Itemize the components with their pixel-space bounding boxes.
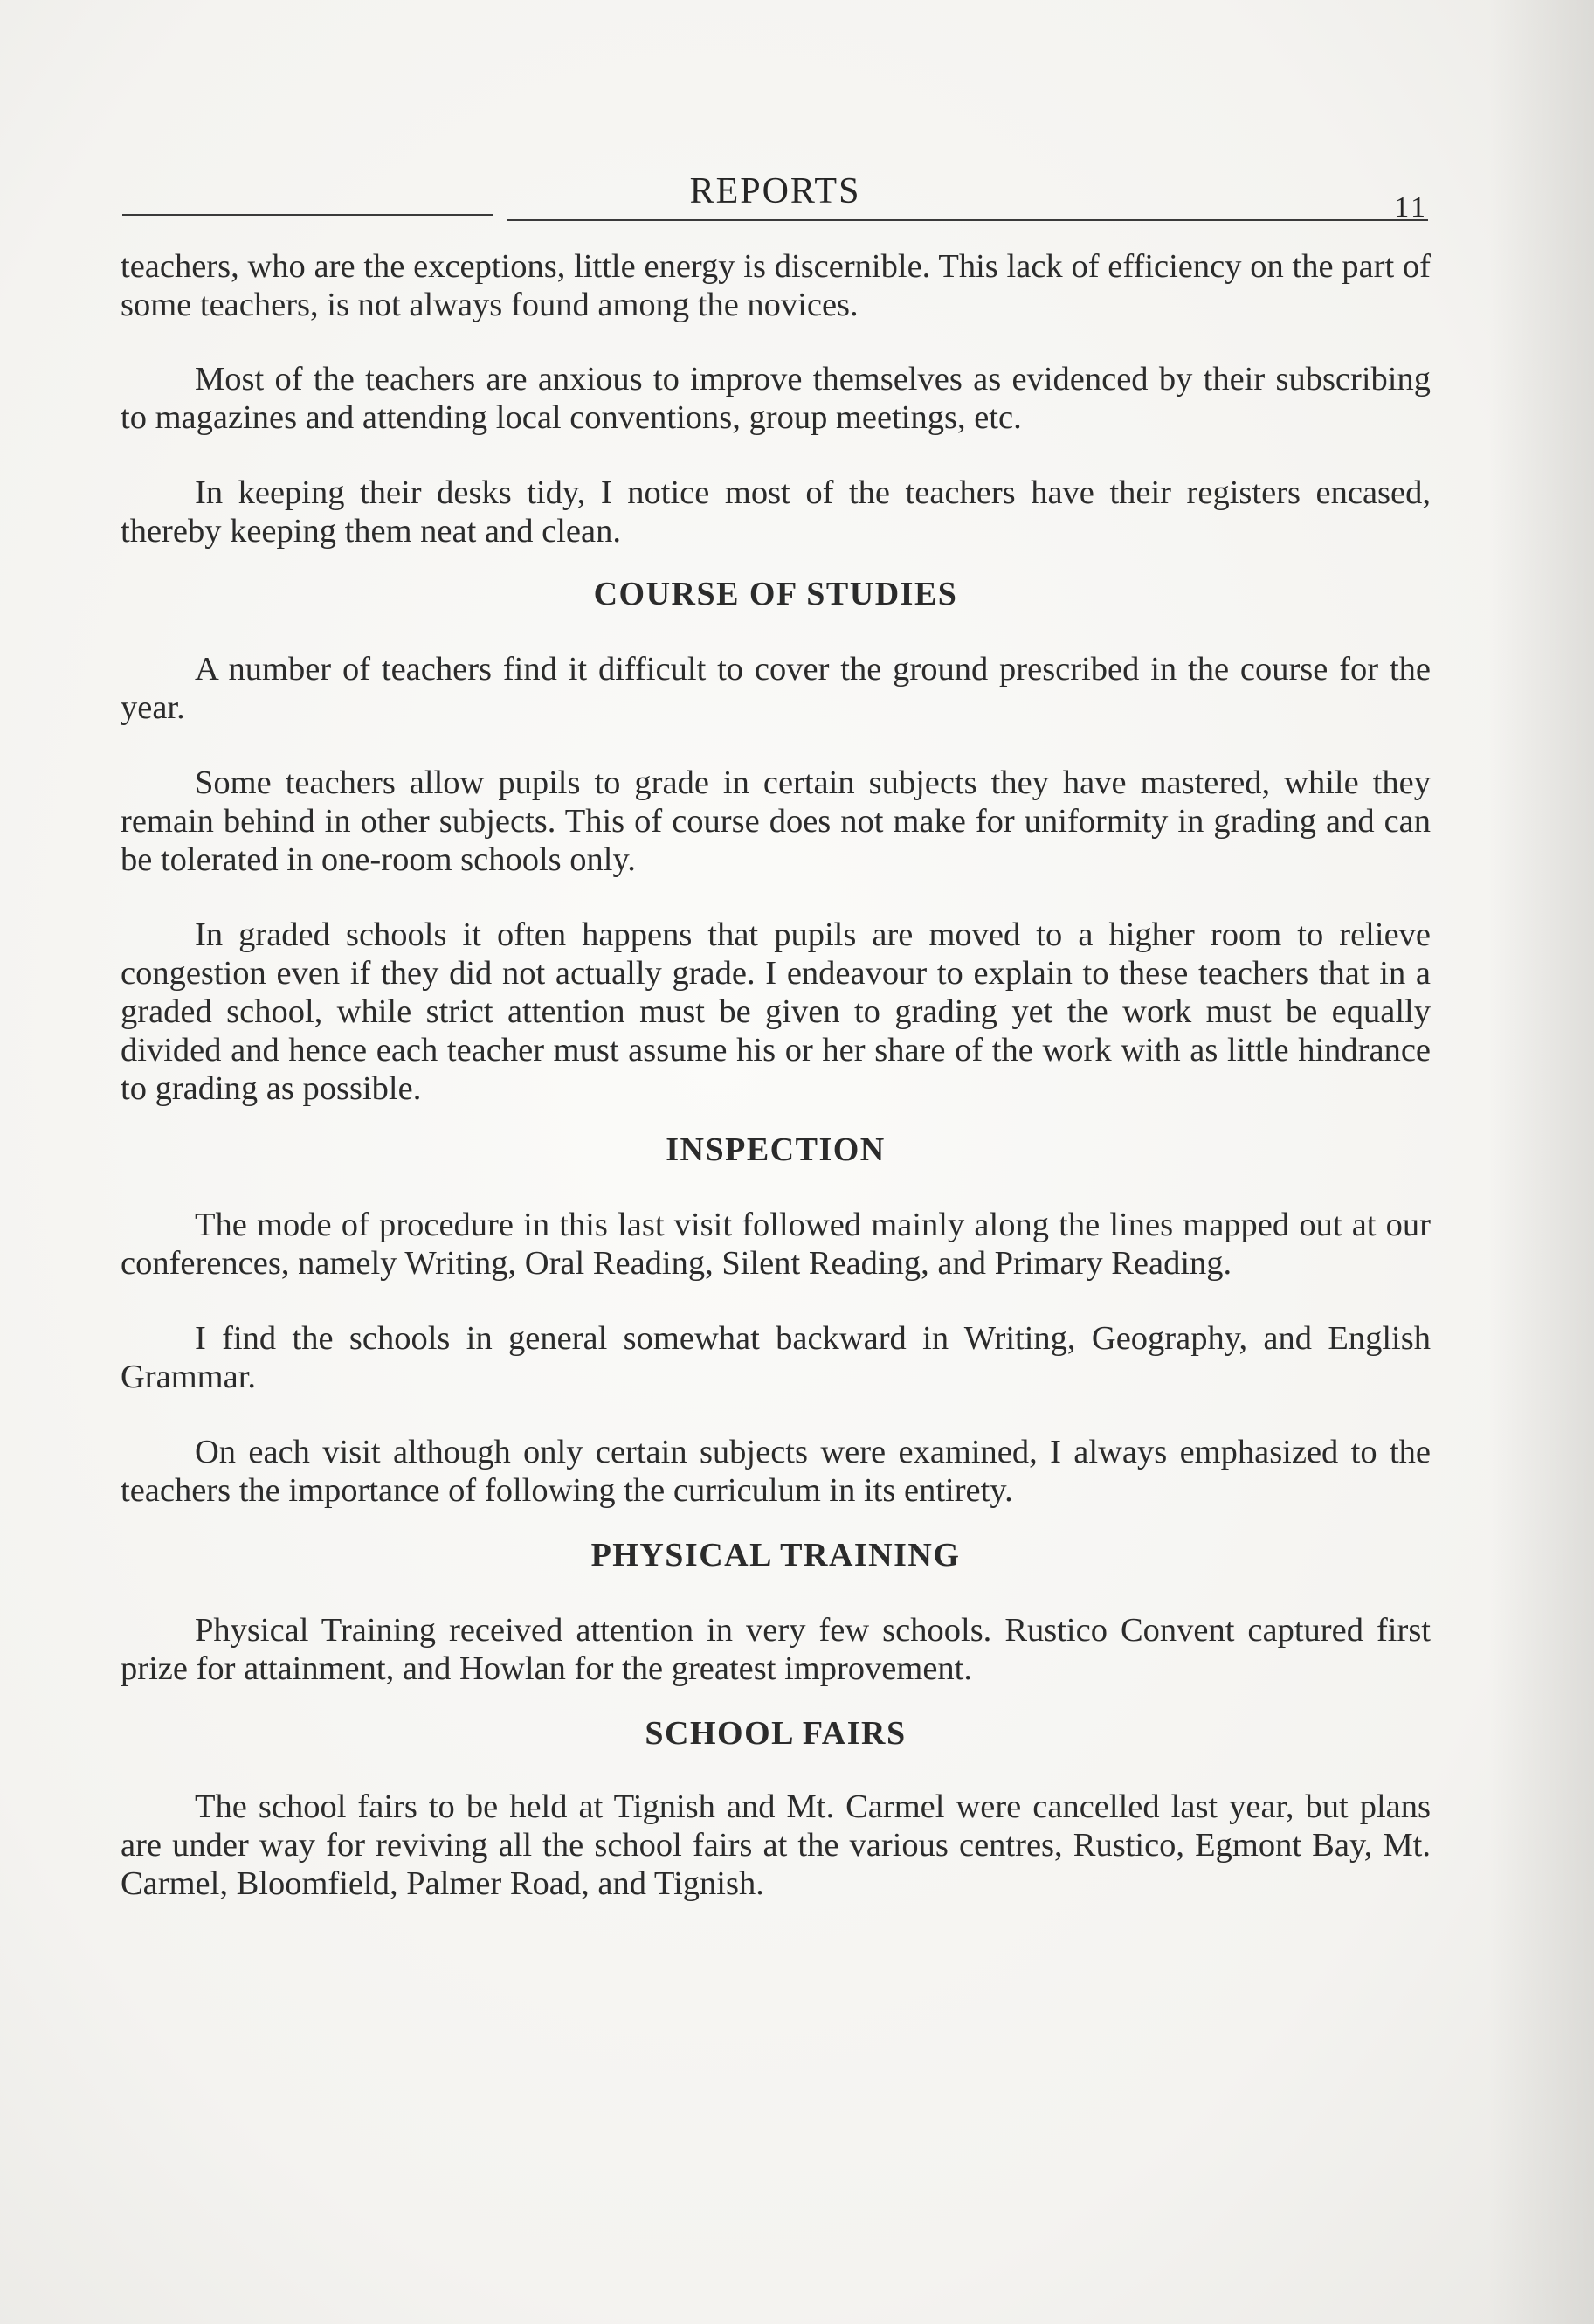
paragraph-inspection-2: I find the schools in general somewhat backward in Writing, Geography, and English Grammar. (121, 1320, 1431, 1395)
header-rule-left (122, 214, 493, 216)
page-number: 11 (1394, 191, 1428, 224)
paragraph-fairs-1: The school fairs to be held at Tignish and Mt. Carmel were cancelled last year, but plans are under way for reviving all the school fairs at the various centres, Rustico, Egmont Bay, Mt. Carmel, Bloomfield, Palmer Road, and Tignish. (121, 1788, 1431, 1902)
paragraph-physical-1: Physical Training received attention in very few schools. Rustico Convent captured first prize for attainment, and Howlan for the greatest improvement. (121, 1612, 1431, 1687)
section-heading-physical-training: PHYSICAL TRAINING (590, 1537, 961, 1574)
header-rule-right (507, 219, 1428, 221)
header-title: REPORTS (689, 171, 861, 211)
paragraph-course-3: In graded schools it often happens that pupils are moved to a higher room to relieve congestion even if they did not actually grade. I endeavour to explain to these teachers that in a graded school, while strict attention must be given to grading yet the work must be equally divided and hence each teacher must assume his or her share of the work with as little hindrance to grading as possible. (121, 916, 1431, 1107)
paragraph-course-2: Some teachers allow pupils to grade in certain subjects they have mastered, while they remain behind in other subjects. This of course does not make for uniformity in grading and can be tolerated in one-room schools only. (121, 764, 1431, 878)
page-edge-shadow (1489, 0, 1594, 2324)
running-header (122, 170, 1428, 232)
section-heading-inspection: INSPECTION (666, 1131, 886, 1168)
paragraph-improve: Most of the teachers are anxious to improve themselves as evidenced by their subscribing to magazines and attending local conventions, group meetings, etc. (121, 361, 1431, 436)
paragraph-course-1: A number of teachers find it difficult to cover the ground prescribed in the course for the year. (121, 651, 1431, 726)
paragraph-inspection-1: The mode of procedure in this last visit followed mainly along the lines mapped out at our conferences, namely Writing, Oral Reading, Silent Reading, and Primary Reading. (121, 1207, 1431, 1282)
paragraph-inspection-3: On each visit although only certain subjects were examined, I always emphasized to the teachers the importance of following the curriculum in its entirety. (121, 1434, 1431, 1509)
paragraph-desks: In keeping their desks tidy, I notice most of the teachers have their registers encased, thereby keeping them neat and clean. (121, 474, 1431, 550)
paragraph-continued: teachers, who are the exceptions, little energy is discernible. This lack of efficiency on the part of some teachers, is not always found among the novices. (121, 248, 1431, 323)
page-content (121, 247, 1431, 1903)
section-heading-course-of-studies: COURSE OF STUDIES (593, 576, 958, 612)
section-heading-school-fairs: SCHOOL FAIRS (645, 1715, 907, 1752)
